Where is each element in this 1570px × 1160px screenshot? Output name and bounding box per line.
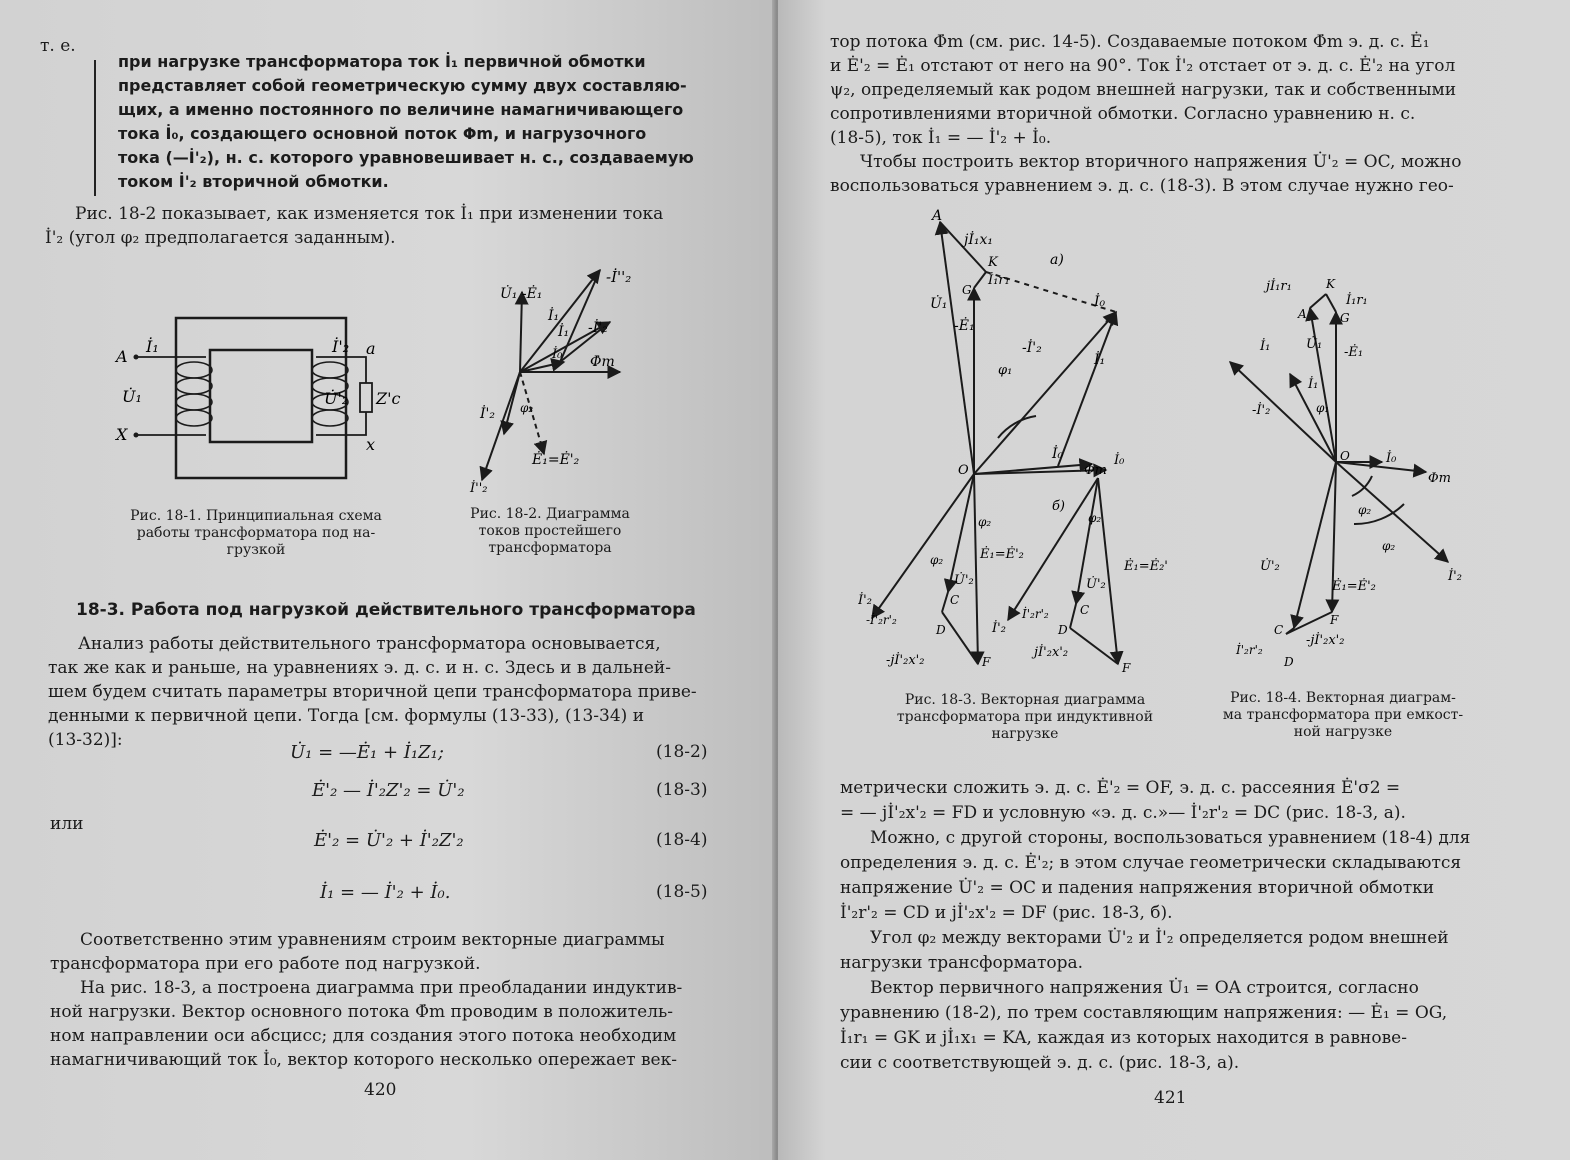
text-line: нагрузки трансформатора. (840, 953, 1084, 973)
caption-line: токов простейшего (478, 523, 622, 539)
label-X: X (116, 425, 128, 444)
emph-line: при нагрузке трансформатора ток İ₁ первичной обмотки (118, 52, 646, 71)
text-line: (13-32)]: (48, 730, 123, 750)
text-line: и Ė'₂ = Ė₁ отстают от него на 90°. Ток İ'₂ отстает от э. д. с. Ė'₂ на угол (830, 56, 1456, 76)
label-phi2a: φ₂ (978, 515, 992, 529)
label-U2: U̇'₂ (324, 389, 349, 408)
label-Phim: Φm (1428, 471, 1451, 486)
label-mI2r: -İ'₂ (588, 320, 608, 336)
caption-18-1 (108, 508, 404, 559)
text-line: Вектор первичного напряжения U̇₁ = OA строится, согласно (870, 978, 1419, 998)
text-line: İ'₂ (угол φ₂ предполагается заданным). (45, 228, 396, 248)
caption-18-3 (866, 692, 1184, 743)
label-mjI2x2: -jİ'₂x'₂ (1306, 633, 1345, 648)
vector-I2b (482, 372, 520, 480)
label-U2b: U̇'₂ (1086, 577, 1106, 592)
label-K: K (1326, 277, 1335, 291)
text-line: уравнению (18-2), по трем составляющим напряжения: — Ė₁ = OG, (840, 1003, 1448, 1023)
text-line: Соответственно этим уравнениям строим векторные диаграммы (80, 930, 665, 950)
caption-line: Рис. 18-2. Диаграмма (470, 506, 630, 522)
label-E1E2: Ė₁=Ė'₂ (1332, 579, 1376, 594)
label-E1E2: Ė₁=Ė'₂ (532, 452, 580, 468)
label-mjI2x2: -jİ'₂x'₂ (886, 653, 925, 668)
segment-CD (942, 592, 948, 612)
label-I2a: İ'₂ (858, 593, 872, 608)
vector-U1-E1 (520, 292, 522, 372)
left-page (0, 0, 778, 1160)
label-phi2c: φ₂ (1088, 511, 1102, 525)
equation-18-3: Ė'₂ — İ'₂Z'₂ = U̇'₂ (312, 780, 465, 801)
label-D2: D (1058, 623, 1068, 637)
paragraph-2 (48, 632, 706, 752)
primary-winding (176, 362, 212, 426)
label-Zc: Z'c (376, 389, 401, 408)
label-I1b: İ₁ (558, 324, 570, 340)
text-line: определения э. д. с. Ė'₂; в этом случае геометрически складываются (840, 853, 1462, 873)
page-number: 421 (1154, 1088, 1187, 1108)
label-U1-E1: U̇₁ -Ė₁ (500, 286, 543, 302)
label-I1: İ₁ (1094, 352, 1106, 368)
label-A: A (116, 347, 128, 366)
label-I1b: İ₁ (1308, 377, 1319, 392)
label-I1: İ₁ (1260, 339, 1271, 354)
label-mI2: -İ'₂ (1252, 403, 1271, 418)
text-line: напряжение U̇'₂ = OC и падения напряжения вторичной обмотки (840, 878, 1435, 898)
label-I2: İ'₂ (332, 337, 350, 356)
label-C: C (950, 593, 960, 607)
text-line: шем будем считать параметры вторичной цепи трансформатора приве- (48, 682, 697, 702)
label-F: F (982, 655, 991, 669)
label-psi: φ₁ (1316, 401, 1330, 415)
label-I2r2: İ'₂r'₂ (1022, 607, 1049, 621)
label-A: A (932, 208, 943, 224)
label-E1E2a: Ė₁=Ė'₂ (980, 547, 1024, 562)
segment-GK (974, 272, 986, 288)
label-U1: U̇₁ (122, 387, 142, 406)
core-outline (176, 318, 349, 478)
label-phi: φ₂ (520, 401, 534, 415)
text-line: трансформатора при его работе под нагрузкой. (50, 954, 481, 974)
label-mI2r2: -İ'₂r'₂ (866, 613, 897, 627)
segment-DF (1286, 612, 1332, 634)
label-O: O (958, 463, 969, 478)
caption-line: ной нагрузке (1293, 724, 1393, 740)
label-I2r2: İ'₂r'₂ (1236, 643, 1263, 657)
equation-number: (18-4) (656, 830, 708, 850)
label-F: F (1330, 613, 1339, 627)
label-jI1r1: jİ₁r₁ (1266, 279, 1292, 294)
label-mI2a: -İ''₂ (606, 268, 632, 286)
caption-18-2 (450, 506, 650, 557)
label-I0: İ₀ (1386, 451, 1397, 466)
label-A: A (1298, 307, 1307, 321)
vector-mI2a (560, 270, 600, 362)
emphasis-block (118, 50, 700, 194)
label-b: б) (1052, 499, 1066, 514)
label-phi2a: φ₂ (1358, 503, 1372, 517)
equation-18-4: Ė'₂ = U̇'₂ + İ'₂Z'₂ (314, 830, 464, 851)
margin-rule (94, 60, 96, 196)
equation-number: (18-5) (656, 882, 708, 902)
figure-18-1-schematic (110, 300, 410, 490)
text-line: (18-5), ток İ₁ = — İ'₂ + İ₀. (830, 128, 1052, 148)
equation-18-5: İ₁ = — İ'₂ + İ₀. (320, 882, 451, 903)
label-a: a (366, 339, 376, 358)
ili-label: или (50, 814, 84, 834)
vector-Phim (1336, 462, 1426, 472)
equation-18-2: U̇₁ = —Ė₁ + İ₁Z₁; (290, 742, 444, 763)
vector-U1 (940, 222, 974, 474)
text-line: Анализ работы действительного трансформатора основывается, (78, 634, 661, 654)
caption-line: грузкой (226, 542, 286, 558)
text-line: Можно, с другой стороны, воспользоваться уравнением (18-4) для (870, 828, 1471, 848)
text-line: Чтобы построить вектор вторичного напряжения U̇'₂ = OC, можно (860, 152, 1462, 172)
label-x: x (366, 435, 376, 454)
label-I2b: İ'₂ (992, 621, 1006, 636)
figure-18-3-diagram (858, 204, 1238, 682)
vector-E1E2a (974, 474, 978, 664)
paragraph-1 (45, 202, 700, 250)
vector-mI2 (1058, 312, 1116, 466)
label-mE1: -Ė₁ (1344, 345, 1364, 360)
text-line: тор потока Φ̇m (см. рис. 14-5). Создаваемые потоком Φ̇m э. д. с. Ė₁ (830, 32, 1430, 52)
label-G: G (962, 283, 972, 297)
caption-line: ма трансформатора при емкост- (1222, 707, 1464, 723)
arc-phi1 (998, 416, 1036, 438)
label-phi2b: φ₂ (1382, 539, 1396, 553)
emph-line: представляет собой геометрическую сумму двух составляю- (118, 76, 687, 95)
label-jI2x2: jİ'₂x'₂ (1034, 645, 1069, 660)
label-D: D (936, 623, 946, 637)
emph-line: током İ'₂ вторичной обмотки. (118, 172, 389, 191)
label-I2a: İ'₂ (480, 406, 495, 422)
text-line: İ₁r₁ = GK и jİ₁x₁ = KA, каждая из которых находится в равнове- (840, 1028, 1407, 1048)
caption-line: трансформатора (488, 540, 612, 556)
label-U1: U̇₁ (930, 296, 948, 312)
label-U2a: U̇'₂ (954, 573, 974, 588)
caption-line: нагрузке (991, 726, 1059, 742)
caption-line: трансформатора при индуктивной (896, 709, 1154, 725)
paragraph-1 (830, 30, 1488, 198)
label-Phim: Φm (1084, 463, 1107, 478)
label-a: a) (1050, 252, 1064, 268)
text-line: ном направлении оси абсцисс; для создания этого потока необходим (50, 1026, 677, 1046)
label-I2: İ'₂ (1448, 569, 1462, 584)
paragraph-2 (840, 776, 1500, 1076)
segment-DF (942, 612, 978, 664)
label-I1: İ₁ (146, 337, 159, 356)
equation-number: (18-3) (656, 780, 708, 800)
vector-I1 (974, 312, 1116, 474)
label-U1: U̇₁ (1306, 337, 1323, 352)
label-mE1: -Ė₁ (954, 318, 975, 334)
label-F2: F (1122, 661, 1131, 675)
label-I0: İ₀ (1094, 294, 1106, 310)
load-resistor (360, 383, 372, 412)
text-line: сии с соответствующей э. д. с. (рис. 18-3, а). (840, 1053, 1240, 1073)
text-line: = — jİ'₂x'₂ = FD и условную «э. д. с.»— İ'₂r'₂ = DC (рис. 18-3, а). (840, 803, 1406, 823)
label-D: D (1284, 655, 1294, 669)
section-heading: 18-3. Работа под нагрузкой действительного трансформатора (76, 600, 696, 620)
vector-E1E2b (1098, 478, 1118, 664)
page-number: 420 (364, 1080, 397, 1100)
label-I2b: İ''₂ (470, 481, 488, 496)
text-line: Рис. 18-2 показывает, как изменяется ток İ₁ при изменении тока (75, 204, 664, 224)
equation-number: (18-2) (656, 742, 708, 762)
text-line: намагничивающий ток İ₀, вектор которого несколько опережает век- (50, 1050, 677, 1070)
label-I0c: İ₀ (1114, 453, 1125, 468)
figure-18-2-diagram (460, 262, 660, 498)
primary-leads (136, 357, 206, 435)
text-line: сопротивлениями вторичной обмотки. Согласно уравнению н. с. (830, 104, 1416, 124)
emph-line: тока (—İ'₂), н. с. которого уравновешивает н. с., создаваемую (118, 148, 694, 167)
text-line: метрически сложить э. д. с. Ė'₂ = OF, э. д. с. рассеяния Ė'σ2 = (840, 778, 1401, 798)
label-I1: İ₁ (548, 308, 560, 324)
label-E1E2b: Ė₁=Ė₂' (1124, 559, 1168, 574)
label-I0b: İ₀ (1052, 446, 1064, 462)
label-phi1: φ₁ (998, 363, 1013, 378)
label-O: O (1340, 449, 1350, 463)
label-K: K (988, 255, 998, 270)
label-I1r1: İ₁r₁ (1346, 293, 1368, 308)
caption-line: работы трансформатора под на- (136, 525, 376, 541)
segment-DF2 (1070, 628, 1118, 664)
text-line: Угол φ₂ между векторами U̇'₂ и İ'₂ определяется родом внешней (870, 928, 1449, 948)
text-line: так же как и раньше, на уравнениях э. д. с. и н. с. Здесь и в дальней- (48, 658, 671, 678)
label-C: C (1274, 623, 1284, 637)
label-C2: C (1080, 603, 1090, 617)
paragraph-3 (50, 928, 708, 1072)
right-page (778, 0, 1570, 1160)
segment-KG (1326, 294, 1336, 312)
core-window (210, 350, 312, 442)
label-mI2: -İ'₂ (1022, 340, 1042, 356)
caption-line: Рис. 18-3. Векторная диаграмма (904, 692, 1146, 708)
figure-18-4-diagram (1226, 272, 1476, 672)
label-G: G (1340, 311, 1350, 325)
text-line: ψ₂, определяемый как родом внешней нагрузки, так и собственными (830, 80, 1457, 100)
caption-line: Рис. 18-1. Принципиальная схема (130, 508, 382, 524)
label-Phim: Φ̇m (590, 354, 615, 370)
text-line: ной нагрузки. Вектор основного потока Φ̇m проводим в положитель- (50, 1002, 674, 1022)
caption-line: Рис. 18-4. Векторная диаграм- (1230, 690, 1456, 706)
text-line: İ'₂r'₂ = CD и jİ'₂x'₂ = DF (рис. 18-3, б). (840, 903, 1173, 923)
segment-AK (1310, 294, 1326, 308)
text-line: На рис. 18-3, а построена диаграмма при преобладании индуктив- (80, 978, 683, 998)
label-I0: İ₀ (552, 347, 563, 362)
label-jI1x1: jİ₁x₁ (964, 232, 993, 248)
emph-line: тока İ₀, создающего основной поток Φm, и нагрузочного (118, 124, 647, 143)
segment-CD2 (1070, 604, 1076, 628)
label-U2: U̇'₂ (1260, 559, 1280, 574)
label-I1r1: İ₁r₁ (988, 273, 1010, 288)
emph-line: щих, а именно постоянного по величине намагничивающего (118, 100, 684, 119)
text-line: воспользоваться уравнением э. д. с. (18-3). В этом случае нужно гео- (830, 176, 1454, 196)
label-phi2b: φ₂ (930, 553, 944, 567)
te-label: т. е. (40, 36, 76, 56)
caption-18-4 (1202, 690, 1484, 741)
text-line: денными к первичной цепи. Тогда [см. формулы (13-33), (13-34) и (48, 706, 645, 726)
vector-U2 (1294, 462, 1336, 628)
